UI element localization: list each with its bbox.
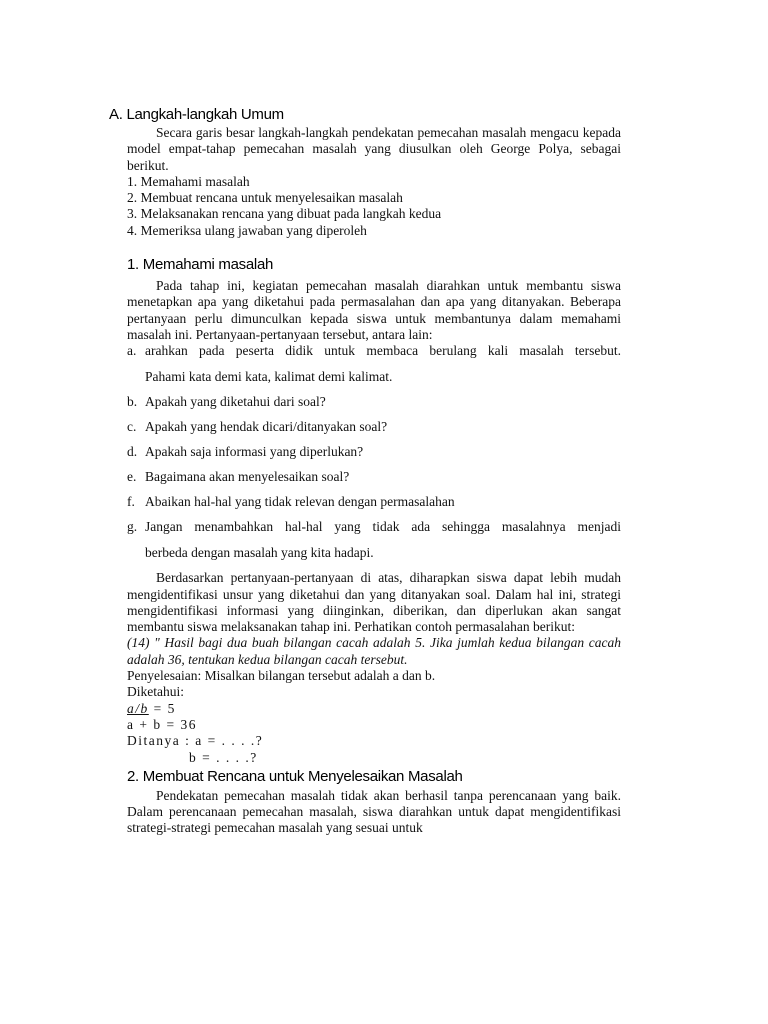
question-marker: d. (127, 444, 138, 460)
question-item (127, 343, 621, 359)
section-2-intro: Pendekatan pemecahan masalah tidak akan berhasil tanpa perencanaan yang baik. Dalam perencanaan pemecahan masalah, siswa diarahkan untuk dapat mengidentifikasi strategi-strategi pemecahan masalah yang sesuai untuk (127, 787, 621, 836)
known-equation-2: a + b = 36 (127, 716, 197, 732)
step-item: 4. Memeriksa ulang jawaban yang diperoleh (127, 222, 367, 238)
question-text: Abaikan hal-hal yang tidak relevan dengan permasalahan (145, 494, 455, 510)
question-marker: g. (127, 519, 138, 535)
section-a-intro: Secara garis besar langkah-langkah pendekatan pemecahan masalah mengacu kepada model empat-tahap pemecahan masalah yang diusulkan oleh George Polya, sebagai berikut. (127, 125, 621, 173)
question-item (127, 469, 621, 485)
question-marker: f. (127, 494, 135, 510)
known-label: Diketahui: (127, 684, 184, 700)
asked-line-2: b = . . . .? (189, 749, 258, 765)
question-text: Apakah saja informasi yang diperlukan? (145, 444, 364, 460)
step-item: 2. Membuat rencana untuk menyelesaikan masalah (127, 190, 403, 206)
section-1-intro: Pada tahap ini, kegiatan pemecahan masalah diarahkan untuk membantu siswa menetapkan apa yang diketahui pada permasalahan dan apa yang ditanyakan. Beberapa pertanyaan perlu dimunculkan kepada siswa untuk membantunya dalam memahami masalah ini. Pertanyaan-pertanyaan tersebut, antara lain: (127, 278, 621, 342)
asked-line-1: Ditanya : a = . . . .? (127, 733, 264, 749)
question-marker: c. (127, 419, 137, 435)
question-marker: b. (127, 394, 138, 410)
question-item (127, 519, 621, 535)
question-item (127, 444, 621, 460)
document-content (109, 104, 621, 837)
question-marker: a. (127, 343, 137, 359)
question-text: Apakah yang diketahui dari soal? (145, 394, 326, 410)
question-text: arahkan pada peserta didik untuk membaca berulang kali masalah tersebut. (145, 343, 621, 359)
question-text: Jangan menambahkan hal-hal yang tidak ada sehingga masalahnya menjadi (145, 519, 621, 535)
question-item (127, 394, 621, 410)
example-problem: (14) " Hasil bagi dua buah bilangan cacah adalah 5. Jika jumlah kedua bilangan cacah adalah 36, tentukan kedua bilangan cacah tersebut. (127, 635, 621, 667)
question-text: Apakah yang hendak dicari/ditanyakan soal? (145, 419, 388, 435)
question-item (127, 419, 621, 435)
step-item: 3. Melaksanakan rencana yang dibuat pada langkah kedua (127, 206, 442, 222)
question-text: Bagaimana akan menyelesaikan soal? (145, 469, 350, 485)
question-item (127, 494, 621, 510)
step-item: 1. Memahami masalah (127, 173, 250, 189)
fraction-ab: a/b (127, 700, 149, 716)
known-equation-1 (127, 701, 621, 717)
section-a-heading: A. Langkah-langkah Umum (109, 106, 284, 123)
question-continuation: Pahami kata demi kata, kalimat demi kalimat. (145, 369, 393, 385)
section-2-heading: 2. Membuat Rencana untuk Menyelesaikan Masalah (127, 767, 463, 785)
section-1-heading: 1. Memahami masalah (127, 256, 274, 274)
section-1-followup: Berdasarkan pertanyaan-pertanyaan di atas, diharapkan siswa dapat lebih mudah mengidentifikasi unsur yang diketahui dan yang ditanyakan soal. Dalam hal ini, strategi mengidentifikasi informasi yang diinginkan, diberikan, dan diperlukan akan sangat membantu siswa melaksanakan tahap ini. Perhatikan contoh permasalahan berikut: (127, 570, 621, 635)
question-list (127, 343, 621, 561)
question-marker: e. (127, 469, 137, 485)
equation-rhs: = 5 (148, 700, 176, 716)
solution-line: Penyelesaian: Misalkan bilangan tersebut adalah a dan b. (127, 668, 436, 684)
question-continuation: berbeda dengan masalah yang kita hadapi. (145, 545, 374, 561)
